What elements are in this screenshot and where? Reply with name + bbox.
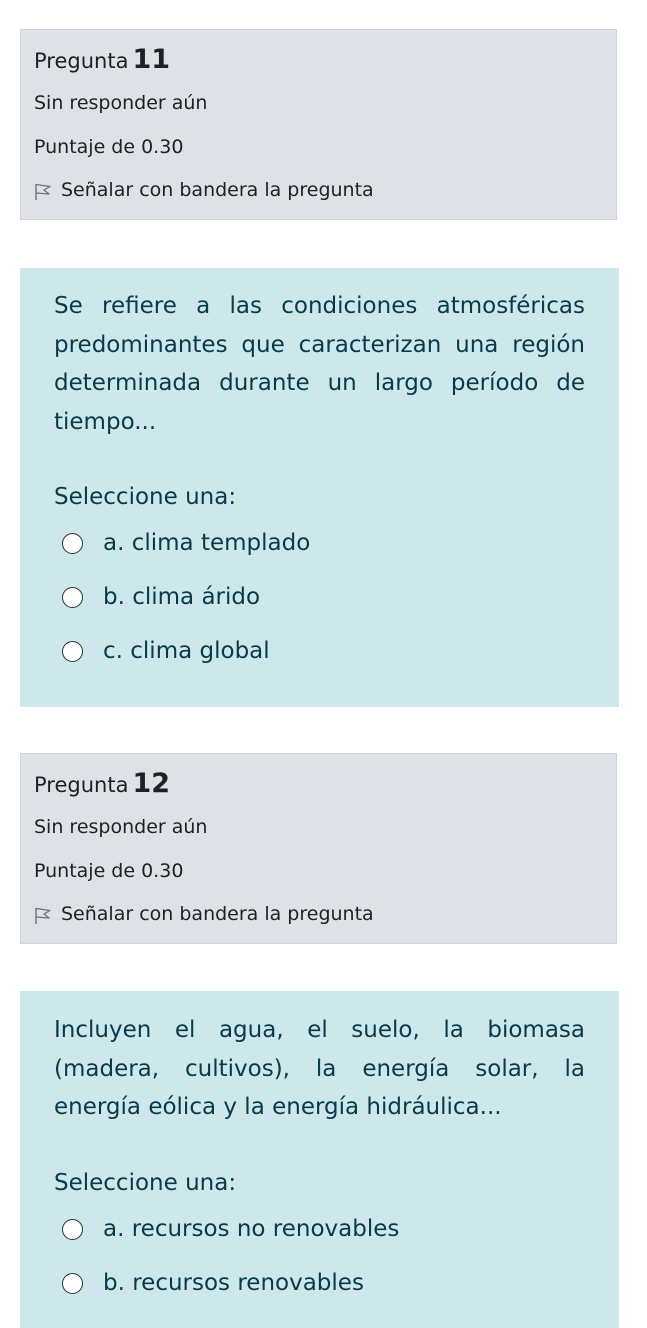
question-label: Pregunta bbox=[34, 49, 129, 73]
radio-button[interactable] bbox=[62, 641, 83, 662]
answer-option-b[interactable] bbox=[62, 579, 260, 615]
answer-prompt: Seleccione una: bbox=[54, 1170, 237, 1196]
answer-option-a[interactable] bbox=[62, 525, 310, 561]
answer-option-label[interactable]: a. clima templado bbox=[103, 530, 311, 556]
question-info-12 bbox=[20, 753, 617, 944]
flag-question-label: Señalar con bandera la pregunta bbox=[61, 179, 374, 201]
flag-question-button[interactable] bbox=[34, 176, 374, 204]
answer-option-b[interactable] bbox=[62, 1265, 364, 1301]
answer-option-label[interactable]: b. recursos renovables bbox=[103, 1270, 364, 1296]
question-grade: Puntaje de 0.30 bbox=[34, 860, 184, 882]
question-number: 12 bbox=[132, 768, 171, 799]
question-content-11 bbox=[20, 268, 619, 707]
question-info-11 bbox=[20, 29, 617, 220]
flag-question-label: Señalar con bandera la pregunta bbox=[61, 903, 374, 925]
flag-icon bbox=[34, 183, 52, 201]
question-number: 11 bbox=[132, 44, 171, 75]
flag-icon bbox=[34, 907, 52, 925]
question-text: Se refiere a las condiciones atmosféricas predominantes que caracterizan una región determinada durante un largo período de tiempo... bbox=[54, 293, 585, 435]
answer-option-label[interactable]: c. clima global bbox=[103, 638, 270, 664]
question-grade: Puntaje de 0.30 bbox=[34, 136, 184, 158]
question-content-12 bbox=[20, 991, 619, 1328]
answer-option-c[interactable] bbox=[62, 633, 270, 669]
answer-option-label[interactable]: b. clima árido bbox=[103, 584, 261, 610]
question-label: Pregunta bbox=[34, 773, 129, 797]
radio-button[interactable] bbox=[62, 533, 83, 554]
radio-button[interactable] bbox=[62, 1273, 83, 1294]
question-title bbox=[34, 40, 170, 81]
question-state: Sin responder aún bbox=[34, 816, 208, 838]
question-state: Sin responder aún bbox=[34, 92, 208, 114]
answer-prompt: Seleccione una: bbox=[54, 484, 237, 510]
answer-option-label[interactable]: a. recursos no renovables bbox=[103, 1216, 400, 1242]
answer-option-a[interactable] bbox=[62, 1211, 399, 1247]
radio-button[interactable] bbox=[62, 1219, 83, 1240]
question-text: Incluyen el agua, el suelo, la biomasa (madera, cultivos), la energía solar, la energía eólica y la energía hidráulica... bbox=[54, 1017, 585, 1120]
flag-question-button[interactable] bbox=[34, 900, 374, 928]
radio-button[interactable] bbox=[62, 587, 83, 608]
question-title bbox=[34, 764, 170, 805]
